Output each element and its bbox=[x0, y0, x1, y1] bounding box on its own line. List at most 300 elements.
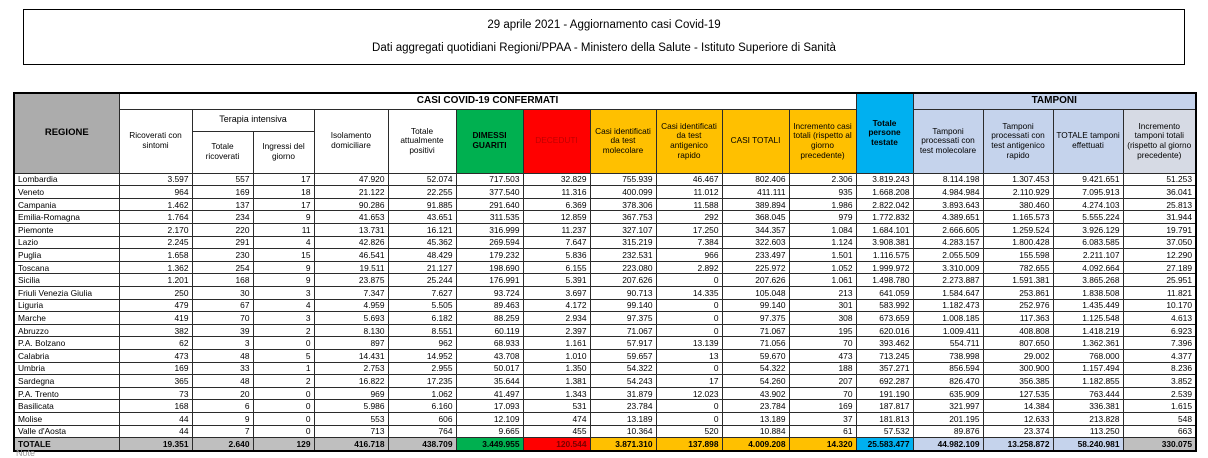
value-cell: 14.335 bbox=[656, 286, 722, 299]
value-cell: 0 bbox=[656, 400, 722, 413]
value-cell: 155.598 bbox=[983, 249, 1053, 262]
value-cell: 1.350 bbox=[523, 362, 590, 375]
value-cell: 37.050 bbox=[1123, 236, 1196, 249]
value-cell: 17.093 bbox=[456, 400, 523, 413]
value-cell: 70 bbox=[192, 312, 253, 325]
header-tamponi-molecolare: Tamponi processati con test molecolare bbox=[913, 109, 983, 173]
value-cell: 5.836 bbox=[523, 249, 590, 262]
value-cell: 176.991 bbox=[456, 274, 523, 287]
value-cell: 557 bbox=[192, 173, 253, 186]
value-cell: 29.002 bbox=[983, 350, 1053, 363]
region-name-cell: Marche bbox=[14, 312, 119, 325]
table-row bbox=[14, 425, 1196, 438]
value-cell: 41.497 bbox=[456, 387, 523, 400]
value-cell: 59.657 bbox=[590, 350, 656, 363]
value-cell: 291.640 bbox=[456, 198, 523, 211]
value-cell: 11.237 bbox=[523, 223, 590, 236]
value-cell: 25.244 bbox=[388, 274, 456, 287]
value-cell: 554.711 bbox=[913, 337, 983, 350]
value-cell: 105.048 bbox=[722, 286, 789, 299]
value-cell: 4.009.208 bbox=[722, 438, 789, 451]
value-cell: 2.753 bbox=[314, 362, 388, 375]
value-cell: 635.909 bbox=[913, 387, 983, 400]
value-cell: 93.724 bbox=[456, 286, 523, 299]
value-cell: 213.828 bbox=[1053, 413, 1123, 426]
value-cell: 88.259 bbox=[456, 312, 523, 325]
value-cell: 531 bbox=[523, 400, 590, 413]
value-cell: 1.418.219 bbox=[1053, 324, 1123, 337]
value-cell: 1.161 bbox=[523, 337, 590, 350]
value-cell: 12.023 bbox=[656, 387, 722, 400]
value-cell: 291 bbox=[192, 236, 253, 249]
value-cell: 408.808 bbox=[983, 324, 1053, 337]
value-cell: 25.583.477 bbox=[856, 438, 913, 451]
value-cell: 54.243 bbox=[590, 375, 656, 388]
header-ingressi-del-giorno: Ingressi del giorno bbox=[253, 131, 314, 173]
value-cell: 57.532 bbox=[856, 425, 913, 438]
value-cell: 13.258.872 bbox=[983, 438, 1053, 451]
value-cell: 356.385 bbox=[983, 375, 1053, 388]
value-cell: 2.892 bbox=[656, 261, 722, 274]
value-cell: 1.800.428 bbox=[983, 236, 1053, 249]
value-cell: 1.084 bbox=[789, 223, 856, 236]
value-cell: 1.343 bbox=[523, 387, 590, 400]
region-name-cell: Puglia bbox=[14, 249, 119, 262]
value-cell: 12.633 bbox=[983, 413, 1053, 426]
value-cell: 738.998 bbox=[913, 350, 983, 363]
value-cell: 0 bbox=[253, 425, 314, 438]
value-cell: 13.731 bbox=[314, 223, 388, 236]
value-cell: 9 bbox=[253, 261, 314, 274]
value-cell: 826.470 bbox=[913, 375, 983, 388]
value-cell: 8.236 bbox=[1123, 362, 1196, 375]
value-cell: 179.232 bbox=[456, 249, 523, 262]
value-cell: 14.384 bbox=[983, 400, 1053, 413]
value-cell: 23.784 bbox=[590, 400, 656, 413]
value-cell: 7.627 bbox=[388, 286, 456, 299]
value-cell: 90.286 bbox=[314, 198, 388, 211]
value-cell: 620.016 bbox=[856, 324, 913, 337]
value-cell: 17.250 bbox=[656, 223, 722, 236]
value-cell: 14.431 bbox=[314, 350, 388, 363]
value-cell: 59.670 bbox=[722, 350, 789, 363]
value-cell: 234 bbox=[192, 211, 253, 224]
bulletin-title-box bbox=[23, 9, 1185, 65]
value-cell: 120.544 bbox=[523, 438, 590, 451]
value-cell: 473 bbox=[789, 350, 856, 363]
header-totale-attualmente-positivi: Totale attualmente positivi bbox=[388, 109, 456, 173]
value-cell: 380.460 bbox=[983, 198, 1053, 211]
value-cell: 99.140 bbox=[590, 299, 656, 312]
header-group-tamponi: TAMPONI bbox=[913, 93, 1196, 109]
value-cell: 12.859 bbox=[523, 211, 590, 224]
value-cell: 1.435.449 bbox=[1053, 299, 1123, 312]
region-name-cell: Sardegna bbox=[14, 375, 119, 388]
value-cell: 33 bbox=[192, 362, 253, 375]
value-cell: 520 bbox=[656, 425, 722, 438]
value-cell: 97.375 bbox=[590, 312, 656, 325]
value-cell: 181.813 bbox=[856, 413, 913, 426]
value-cell: 0 bbox=[253, 387, 314, 400]
value-cell: 19.511 bbox=[314, 261, 388, 274]
value-cell: 6.160 bbox=[388, 400, 456, 413]
value-cell: 1.259.524 bbox=[983, 223, 1053, 236]
header-casi-test-antigenico: Casi identificati da test antigenico rapido bbox=[656, 109, 722, 173]
value-cell: 1.009.411 bbox=[913, 324, 983, 337]
value-cell: 253.861 bbox=[983, 286, 1053, 299]
value-cell: 1.764 bbox=[119, 211, 192, 224]
value-cell: 13.189 bbox=[590, 413, 656, 426]
value-cell: 292 bbox=[656, 211, 722, 224]
value-cell: 48.429 bbox=[388, 249, 456, 262]
value-cell: 3.819.243 bbox=[856, 173, 913, 186]
value-cell: 411.111 bbox=[722, 186, 789, 199]
value-cell: 6.182 bbox=[388, 312, 456, 325]
header-totale-persone-testate: Totale persone testate bbox=[856, 93, 913, 173]
value-cell: 90.713 bbox=[590, 286, 656, 299]
value-cell: 5.986 bbox=[314, 400, 388, 413]
value-cell: 7.396 bbox=[1123, 337, 1196, 350]
value-cell: 23.875 bbox=[314, 274, 388, 287]
value-cell: 17.235 bbox=[388, 375, 456, 388]
value-cell: 9 bbox=[253, 211, 314, 224]
value-cell: 3.597 bbox=[119, 173, 192, 186]
header-isolamento-domiciliare: Isolamento domiciliare bbox=[314, 109, 388, 173]
value-cell: 137.898 bbox=[656, 438, 722, 451]
value-cell: 22.255 bbox=[388, 186, 456, 199]
value-cell: 36.041 bbox=[1123, 186, 1196, 199]
value-cell: 606 bbox=[388, 413, 456, 426]
covid-data-table bbox=[13, 92, 1197, 452]
value-cell: 389.894 bbox=[722, 198, 789, 211]
value-cell: 419 bbox=[119, 312, 192, 325]
value-cell: 54.260 bbox=[722, 375, 789, 388]
value-cell: 935 bbox=[789, 186, 856, 199]
value-cell: 315.219 bbox=[590, 236, 656, 249]
table-row bbox=[14, 223, 1196, 236]
value-cell: 0 bbox=[656, 274, 722, 287]
value-cell: 230 bbox=[192, 249, 253, 262]
value-cell: 11.588 bbox=[656, 198, 722, 211]
value-cell: 5.505 bbox=[388, 299, 456, 312]
value-cell: 8.551 bbox=[388, 324, 456, 337]
value-cell: 89.876 bbox=[913, 425, 983, 438]
value-cell: 232.531 bbox=[590, 249, 656, 262]
value-cell: 330.075 bbox=[1123, 438, 1196, 451]
value-cell: 13.139 bbox=[656, 337, 722, 350]
value-cell: 1.201 bbox=[119, 274, 192, 287]
value-cell: 0 bbox=[253, 400, 314, 413]
value-cell: 50.017 bbox=[456, 362, 523, 375]
value-cell: 23.374 bbox=[983, 425, 1053, 438]
value-cell: 252.976 bbox=[983, 299, 1053, 312]
region-name-cell: Campania bbox=[14, 198, 119, 211]
value-cell: 3 bbox=[253, 286, 314, 299]
value-cell: 46.541 bbox=[314, 249, 388, 262]
value-cell: 1.684.101 bbox=[856, 223, 913, 236]
value-cell: 52.074 bbox=[388, 173, 456, 186]
value-cell: 763.444 bbox=[1053, 387, 1123, 400]
value-cell: 663 bbox=[1123, 425, 1196, 438]
value-cell: 474 bbox=[523, 413, 590, 426]
value-cell: 213 bbox=[789, 286, 856, 299]
value-cell: 3.310.009 bbox=[913, 261, 983, 274]
region-name-cell: P.A. Trento bbox=[14, 387, 119, 400]
value-cell: 979 bbox=[789, 211, 856, 224]
value-cell: 220 bbox=[192, 223, 253, 236]
table-body bbox=[14, 173, 1196, 438]
value-cell: 188 bbox=[789, 362, 856, 375]
table-row bbox=[14, 286, 1196, 299]
value-cell: 802.406 bbox=[722, 173, 789, 186]
region-name-cell: Emilia-Romagna bbox=[14, 211, 119, 224]
value-cell: 191.190 bbox=[856, 387, 913, 400]
value-cell: 32.829 bbox=[523, 173, 590, 186]
value-cell: 1.062 bbox=[388, 387, 456, 400]
value-cell: 336.381 bbox=[1053, 400, 1123, 413]
value-cell: 0 bbox=[253, 413, 314, 426]
value-cell: 1.061 bbox=[789, 274, 856, 287]
value-cell: 2.110.929 bbox=[983, 186, 1053, 199]
value-cell: 1.462 bbox=[119, 198, 192, 211]
table-row bbox=[14, 211, 1196, 224]
value-cell: 60.119 bbox=[456, 324, 523, 337]
value-cell: 548 bbox=[1123, 413, 1196, 426]
region-name-cell: Toscana bbox=[14, 261, 119, 274]
value-cell: 254 bbox=[192, 261, 253, 274]
value-cell: 13 bbox=[656, 350, 722, 363]
value-cell: 14.952 bbox=[388, 350, 456, 363]
table-row bbox=[14, 337, 1196, 350]
value-cell: 10.884 bbox=[722, 425, 789, 438]
value-cell: 7.384 bbox=[656, 236, 722, 249]
value-cell: 717.503 bbox=[456, 173, 523, 186]
value-cell: 46.467 bbox=[656, 173, 722, 186]
table-row bbox=[14, 375, 1196, 388]
value-cell: 187.817 bbox=[856, 400, 913, 413]
value-cell: 856.594 bbox=[913, 362, 983, 375]
value-cell: 1 bbox=[253, 362, 314, 375]
region-name-cell: Piemonte bbox=[14, 223, 119, 236]
value-cell: 113.250 bbox=[1053, 425, 1123, 438]
value-cell: 1.362 bbox=[119, 261, 192, 274]
value-cell: 54.322 bbox=[590, 362, 656, 375]
bulletin-title-line2: Dati aggregati quotidiani Regioni/PPAA - Ministero della Salute - Istituto Superiore di Sanità bbox=[372, 42, 836, 54]
value-cell: 11 bbox=[253, 223, 314, 236]
value-cell: 9 bbox=[253, 274, 314, 287]
value-cell: 11.821 bbox=[1123, 286, 1196, 299]
value-cell: 1.182.473 bbox=[913, 299, 983, 312]
table-row bbox=[14, 324, 1196, 337]
value-cell: 97.375 bbox=[722, 312, 789, 325]
value-cell: 3.926.129 bbox=[1053, 223, 1123, 236]
value-cell: 1.125.548 bbox=[1053, 312, 1123, 325]
value-cell: 553 bbox=[314, 413, 388, 426]
value-cell: 58.240.981 bbox=[1053, 438, 1123, 451]
value-cell: 4.959 bbox=[314, 299, 388, 312]
value-cell: 311.535 bbox=[456, 211, 523, 224]
header-casi-totali: CASI TOTALI bbox=[722, 109, 789, 173]
table-row bbox=[14, 387, 1196, 400]
value-cell: 4.274.103 bbox=[1053, 198, 1123, 211]
value-cell: 269.594 bbox=[456, 236, 523, 249]
value-cell: 3.865.268 bbox=[1053, 274, 1123, 287]
value-cell: 4 bbox=[253, 299, 314, 312]
value-cell: 12.290 bbox=[1123, 249, 1196, 262]
value-cell: 455 bbox=[523, 425, 590, 438]
value-cell: 966 bbox=[656, 249, 722, 262]
value-cell: 71.067 bbox=[590, 324, 656, 337]
value-cell: 3 bbox=[192, 337, 253, 350]
header-group-casi-confermati: CASI COVID-19 CONFERMATI bbox=[119, 93, 856, 109]
header-totale-tamponi: TOTALE tamponi effettuati bbox=[1053, 109, 1123, 173]
value-cell: 0 bbox=[253, 337, 314, 350]
value-cell: 9 bbox=[192, 413, 253, 426]
value-cell: 964 bbox=[119, 186, 192, 199]
value-cell: 99.140 bbox=[722, 299, 789, 312]
value-cell: 2.539 bbox=[1123, 387, 1196, 400]
region-name-cell: Lazio bbox=[14, 236, 119, 249]
value-cell: 4.172 bbox=[523, 299, 590, 312]
table-row bbox=[14, 261, 1196, 274]
value-cell: 713.245 bbox=[856, 350, 913, 363]
header-casi-test-molecolare: Casi identificati da test molecolare bbox=[590, 109, 656, 173]
value-cell: 1.116.575 bbox=[856, 249, 913, 262]
value-cell: 1.307.453 bbox=[983, 173, 1053, 186]
table-row bbox=[14, 236, 1196, 249]
value-cell: 6.923 bbox=[1123, 324, 1196, 337]
value-cell: 1.999.972 bbox=[856, 261, 913, 274]
value-cell: 23.784 bbox=[722, 400, 789, 413]
value-cell: 10.364 bbox=[590, 425, 656, 438]
value-cell: 0 bbox=[656, 413, 722, 426]
header-ricoverati-con-sintomi: Ricoverati con sintomi bbox=[119, 109, 192, 173]
region-name-cell: Lombardia bbox=[14, 173, 119, 186]
value-cell: 43.902 bbox=[722, 387, 789, 400]
header-regione: REGIONE bbox=[14, 93, 119, 173]
value-cell: 0 bbox=[656, 324, 722, 337]
table-row bbox=[14, 173, 1196, 186]
table-row bbox=[14, 400, 1196, 413]
value-cell: 27.189 bbox=[1123, 261, 1196, 274]
value-cell: 321.997 bbox=[913, 400, 983, 413]
value-cell: 31.944 bbox=[1123, 211, 1196, 224]
value-cell: 233.497 bbox=[722, 249, 789, 262]
value-cell: 0 bbox=[656, 299, 722, 312]
value-cell: 7.095.913 bbox=[1053, 186, 1123, 199]
value-cell: 48 bbox=[192, 350, 253, 363]
value-cell: 169 bbox=[119, 362, 192, 375]
value-cell: 583.992 bbox=[856, 299, 913, 312]
value-cell: 2.211.107 bbox=[1053, 249, 1123, 262]
value-cell: 1.124 bbox=[789, 236, 856, 249]
value-cell: 45.362 bbox=[388, 236, 456, 249]
value-cell: 43.651 bbox=[388, 211, 456, 224]
value-cell: 377.540 bbox=[456, 186, 523, 199]
value-cell: 0 bbox=[656, 312, 722, 325]
value-cell: 5.555.224 bbox=[1053, 211, 1123, 224]
value-cell: 2.666.605 bbox=[913, 223, 983, 236]
value-cell: 357.271 bbox=[856, 362, 913, 375]
value-cell: 2 bbox=[253, 324, 314, 337]
value-cell: 1.838.508 bbox=[1053, 286, 1123, 299]
value-cell: 365 bbox=[119, 375, 192, 388]
value-cell: 71.067 bbox=[722, 324, 789, 337]
value-cell: 3.697 bbox=[523, 286, 590, 299]
value-cell: 17 bbox=[656, 375, 722, 388]
value-cell: 17 bbox=[253, 173, 314, 186]
value-cell: 3.893.643 bbox=[913, 198, 983, 211]
header-tamponi-antigenico: Tamponi processati con test antigenico rapido bbox=[983, 109, 1053, 173]
value-cell: 3.449.955 bbox=[456, 438, 523, 451]
table-row bbox=[14, 350, 1196, 363]
value-cell: 169 bbox=[789, 400, 856, 413]
value-cell: 2.055.509 bbox=[913, 249, 983, 262]
value-cell: 378.306 bbox=[590, 198, 656, 211]
value-cell: 2.955 bbox=[388, 362, 456, 375]
table-row bbox=[14, 274, 1196, 287]
value-cell: 73 bbox=[119, 387, 192, 400]
value-cell: 2 bbox=[253, 375, 314, 388]
region-name-cell: Sicilia bbox=[14, 274, 119, 287]
value-cell: 70 bbox=[789, 337, 856, 350]
value-cell: 1.010 bbox=[523, 350, 590, 363]
value-cell: 768.000 bbox=[1053, 350, 1123, 363]
value-cell: 755.939 bbox=[590, 173, 656, 186]
value-cell: 168 bbox=[119, 400, 192, 413]
value-cell: 782.655 bbox=[983, 261, 1053, 274]
value-cell: 6.369 bbox=[523, 198, 590, 211]
value-cell: 62 bbox=[119, 337, 192, 350]
value-cell: 393.462 bbox=[856, 337, 913, 350]
header-group-row bbox=[14, 93, 1196, 109]
value-cell: 127.535 bbox=[983, 387, 1053, 400]
value-cell: 322.603 bbox=[722, 236, 789, 249]
value-cell: 15 bbox=[253, 249, 314, 262]
value-cell: 1.658 bbox=[119, 249, 192, 262]
value-cell: 1.008.185 bbox=[913, 312, 983, 325]
value-cell: 8.130 bbox=[314, 324, 388, 337]
value-cell: 44 bbox=[119, 413, 192, 426]
value-cell: 301 bbox=[789, 299, 856, 312]
value-cell: 12.109 bbox=[456, 413, 523, 426]
value-cell: 91.885 bbox=[388, 198, 456, 211]
region-name-cell: Molise bbox=[14, 413, 119, 426]
region-name-cell: Valle d'Aosta bbox=[14, 425, 119, 438]
header-dimessi-guariti: DIMESSI GUARITI bbox=[456, 109, 523, 173]
value-cell: 300.900 bbox=[983, 362, 1053, 375]
value-cell: 1.362.361 bbox=[1053, 337, 1123, 350]
value-cell: 67 bbox=[192, 299, 253, 312]
value-cell: 25.813 bbox=[1123, 198, 1196, 211]
value-cell: 44 bbox=[119, 425, 192, 438]
value-cell: 207 bbox=[789, 375, 856, 388]
value-cell: 1.498.780 bbox=[856, 274, 913, 287]
value-cell: 2.306 bbox=[789, 173, 856, 186]
header-totale-ricoverati: Totale ricoverati bbox=[192, 131, 253, 173]
value-cell: 70 bbox=[789, 387, 856, 400]
value-cell: 19.791 bbox=[1123, 223, 1196, 236]
value-cell: 4.092.664 bbox=[1053, 261, 1123, 274]
value-cell: 1.165.573 bbox=[983, 211, 1053, 224]
value-cell: 18 bbox=[253, 186, 314, 199]
value-cell: 48 bbox=[192, 375, 253, 388]
value-cell: 2.245 bbox=[119, 236, 192, 249]
value-cell: 764 bbox=[388, 425, 456, 438]
value-cell: 6.155 bbox=[523, 261, 590, 274]
value-cell: 641.059 bbox=[856, 286, 913, 299]
region-name-cell: Veneto bbox=[14, 186, 119, 199]
